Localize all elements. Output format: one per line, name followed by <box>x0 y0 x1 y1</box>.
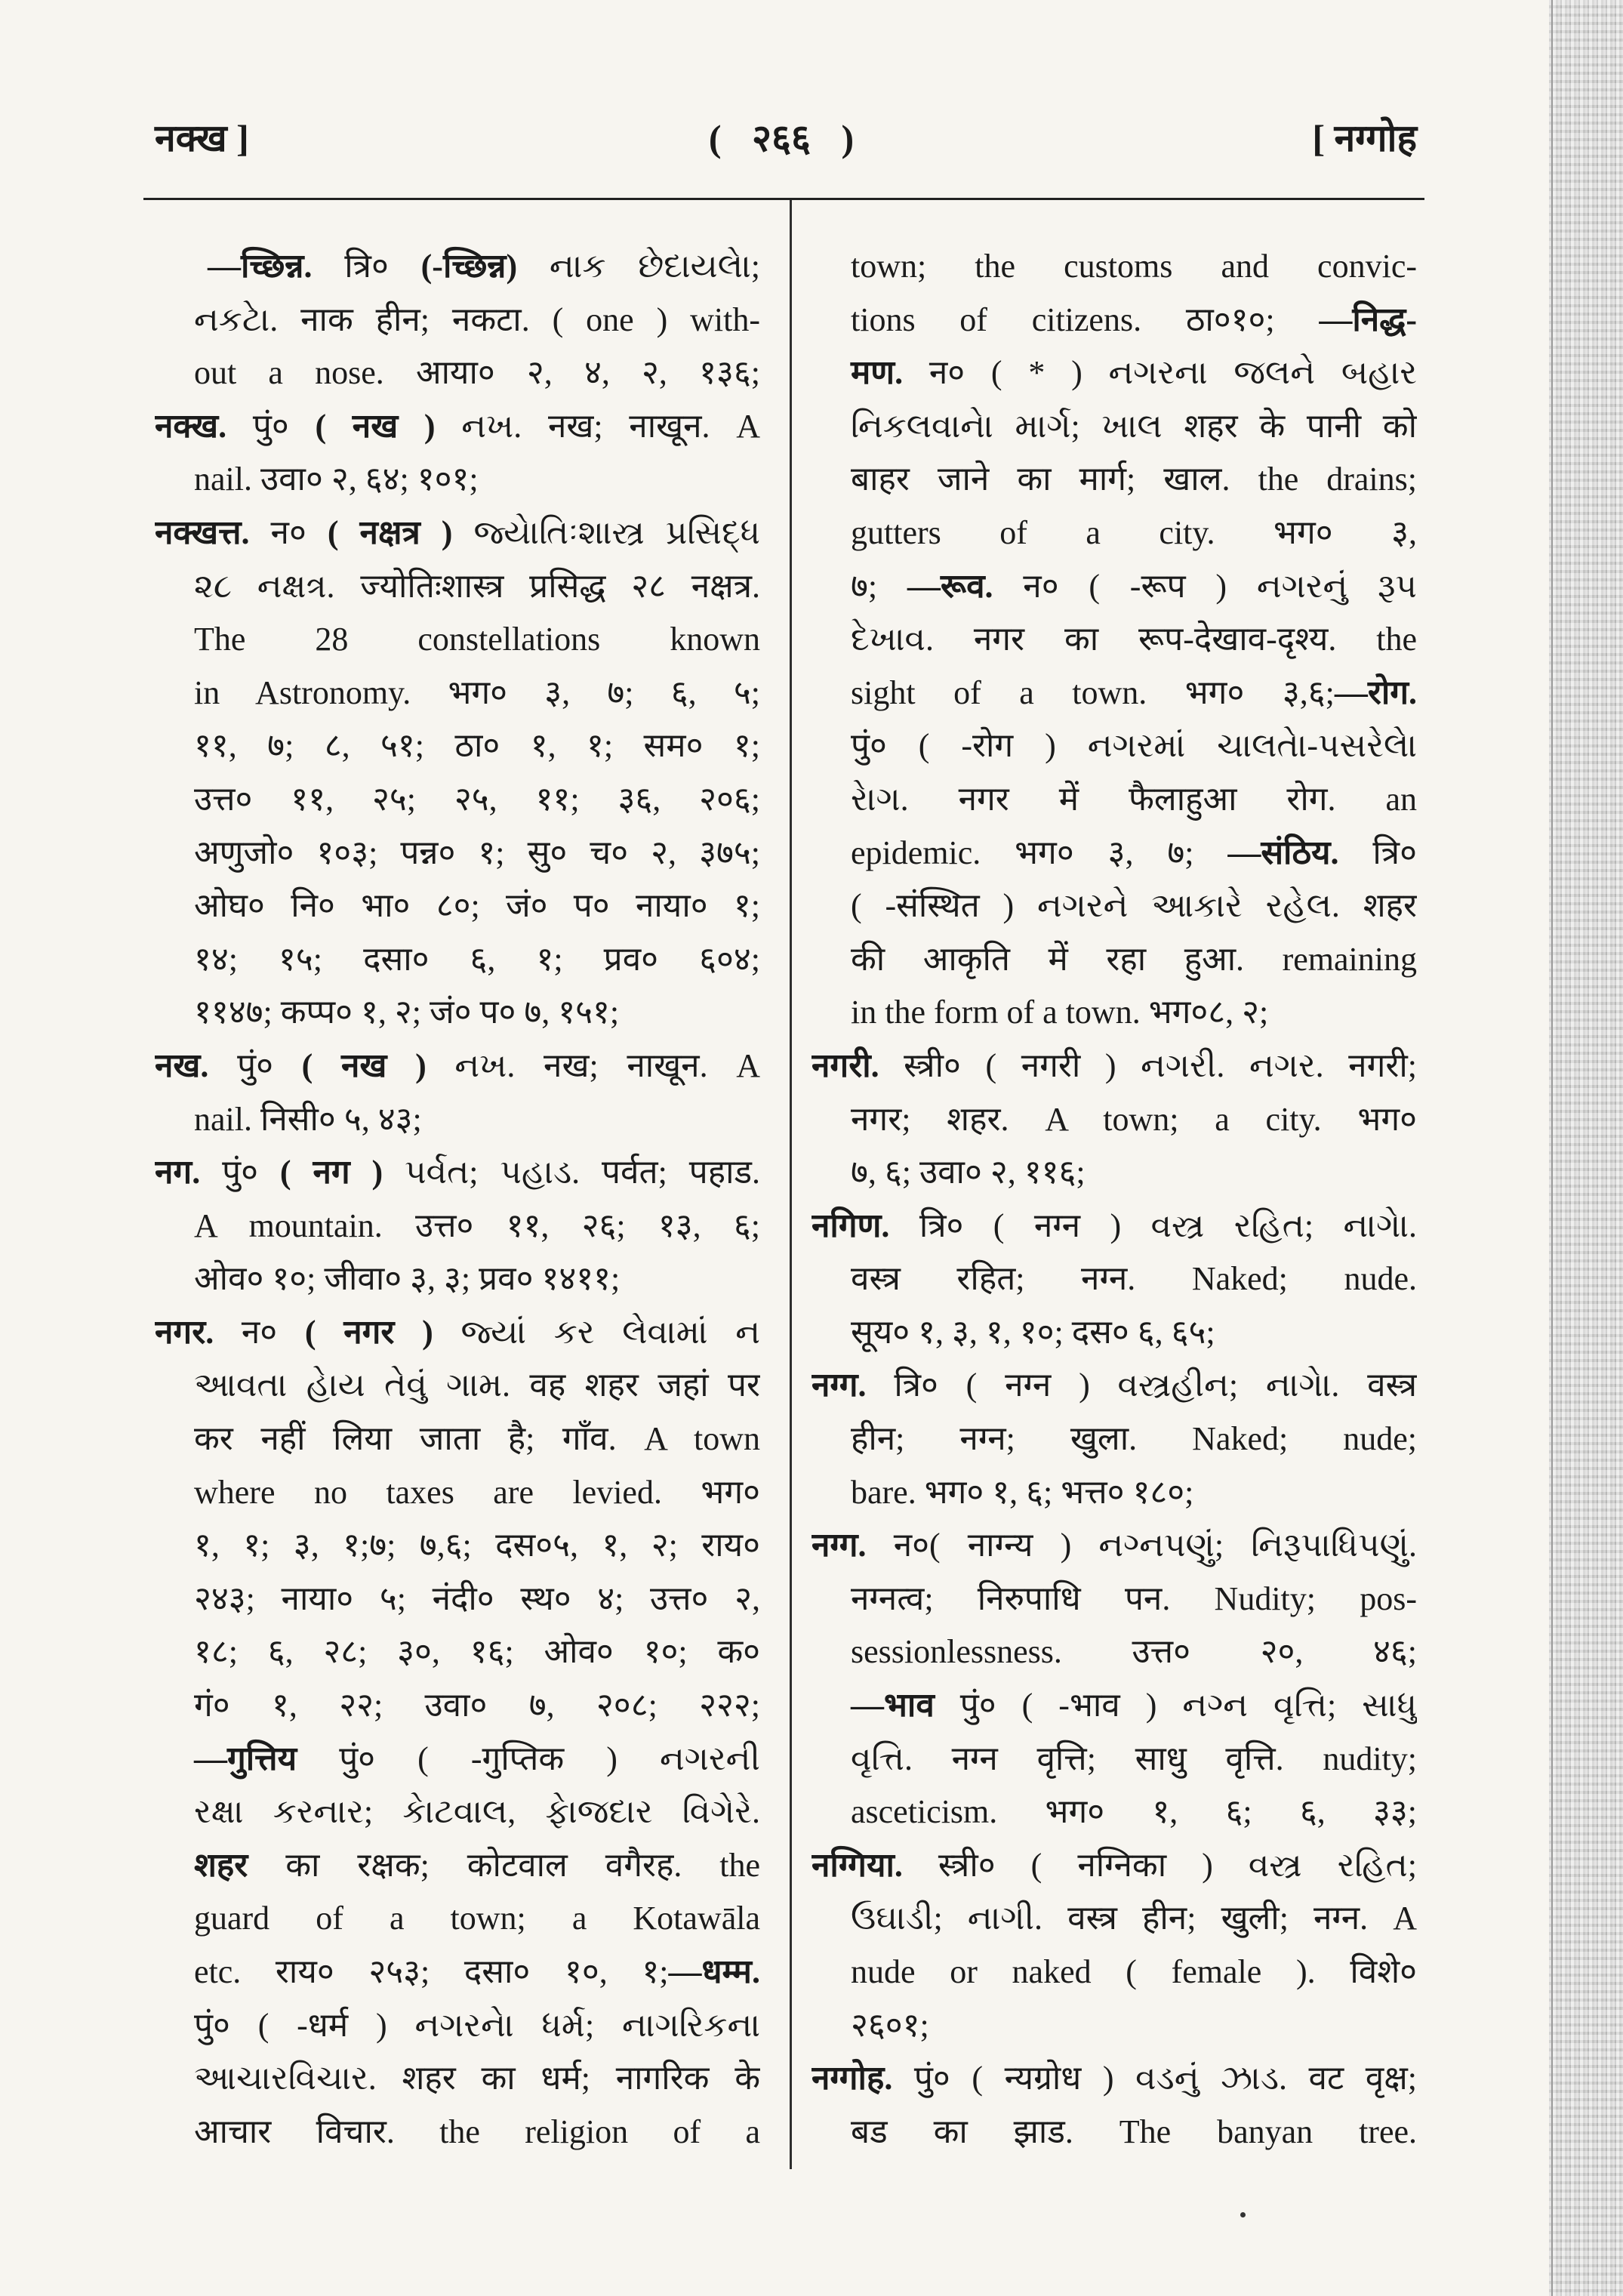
headword: नख. <box>155 1046 209 1084</box>
entry-text: १४; १५; दसा० ६, १; प्रव० ६०४; <box>194 940 760 978</box>
dictionary-line <box>155 1786 760 1839</box>
dictionary-line <box>812 1093 1417 1147</box>
headword: नग्गोह. <box>812 2060 893 2097</box>
entry-text: in the form of a town. भग०८, २; <box>851 994 1269 1031</box>
entry-text: town; the customs and convic- <box>851 248 1417 285</box>
entry-text: etc. राय० २५३; दसा० १०, १; <box>194 1953 669 1990</box>
entry-text: epidemic. भग० ३, ७; <box>851 834 1228 871</box>
headword: मण. <box>851 354 904 392</box>
dictionary-line <box>155 667 760 720</box>
dictionary-line <box>812 1573 1417 1626</box>
dictionary-line <box>812 1786 1417 1839</box>
entry-text: पुं० ( न्यग्रोध ) વડનું ઝાડ. वट वृक्ष; <box>892 2060 1417 2097</box>
dictionary-line <box>155 933 760 987</box>
column-divider <box>790 200 792 2169</box>
dictionary-line <box>812 400 1417 454</box>
headword: नग्ग. <box>812 1527 867 1564</box>
entry-text: नगर; शहर. A town; a city. भग० <box>851 1100 1417 1138</box>
headword: —निद्ध- <box>1319 300 1417 338</box>
dictionary-line <box>812 1253 1417 1306</box>
entry-text: नग्नत्व; निरुपाधि पन. Nudity; pos- <box>851 1579 1417 1617</box>
dictionary-line <box>812 347 1417 400</box>
dictionary-line <box>155 507 760 560</box>
dictionary-line <box>155 1253 760 1306</box>
dictionary-line <box>155 1679 760 1733</box>
dictionary-line <box>812 1999 1417 2053</box>
dictionary-line <box>812 1413 1417 1466</box>
entry-text: નાક છેદાયલેા; <box>517 248 760 285</box>
entry-text: દેખાવ. नगर का रूप-देखाव-दृश्य. the <box>851 621 1417 658</box>
entry-text: पुं० ( -धर्म ) નગરનેા ધર્મ; નાગરિકના <box>194 2006 760 2044</box>
dictionary-line <box>155 827 760 880</box>
entry-text: sight of a town. भग० ३,६; <box>851 673 1335 711</box>
headword: ( नगर ) <box>304 1313 433 1351</box>
entry-text: નખ. नख; नाखून. A <box>426 1046 760 1084</box>
entry-text: बाहर जाने का मार्ग; खाल. the drains; <box>851 461 1417 498</box>
entry-text: पुं० <box>200 1154 280 1191</box>
dictionary-line <box>155 1359 760 1413</box>
entry-text: રક્ષા કરનાર; કેાટવાલ, ફેાજદાર વિગેરે. <box>194 1793 760 1831</box>
dictionary-line <box>155 986 760 1040</box>
dictionary-line <box>155 347 760 400</box>
entry-text: पुं० ( -रोग ) નગરમાં ચાલતેા-પસરેલેા <box>851 727 1417 765</box>
dictionary-line <box>812 1839 1417 1893</box>
dictionary-line <box>812 1679 1417 1733</box>
dictionary-line <box>812 240 1417 294</box>
entry-text: वस्त्र रहित; नग्न. Naked; nude. <box>851 1260 1417 1298</box>
entry-text: ओव० १०; जीवा० ३, ३; प्रव० १४११; <box>194 1260 621 1298</box>
dictionary-line <box>812 560 1417 614</box>
dictionary-line <box>155 453 760 507</box>
entry-text: गं० १, २२; उवा० ७, २०८; २२२; <box>194 1687 760 1724</box>
entry-text: in Astronomy. भग० ३, ७; ६, ५; <box>194 673 760 711</box>
entry-text: स्त्री० ( नगरी ) નગરી. નગર. नगरी; <box>879 1046 1417 1084</box>
headword: —संठिय. <box>1227 834 1339 871</box>
entry-text: A mountain. उत्त० ११, २६; १३, ६; <box>194 1207 760 1244</box>
entry-text: The 28 constellations known <box>194 621 760 658</box>
entry-text: આચારવિચાર. शहर का धर्म; नागरिक के <box>194 2060 760 2097</box>
headword: —रूव. <box>907 567 993 605</box>
dictionary-line <box>812 1040 1417 1093</box>
dictionary-line <box>812 613 1417 667</box>
entry-text: bare. भग० १, ६; भत्त० १८०; <box>851 1473 1194 1511</box>
entry-text: રેાગ. नगर में फैलाहुआ रोग. an <box>851 780 1417 818</box>
dictionary-line <box>812 827 1417 880</box>
headword: (-च्छिन्न) <box>420 248 518 285</box>
entry-text: જ્યાં કર લેવામાં ન <box>433 1313 760 1351</box>
dictionary-line <box>812 667 1417 720</box>
entry-text: ११, ७; ८, ५१; ठा० १, १; सम० १; <box>194 727 760 765</box>
entry-text: स्त्री० ( नग्निका ) વસ્ત્ર રહિત; <box>902 1846 1417 1884</box>
headword: नक्खत्त. <box>155 513 250 551</box>
headword: नक्ख. <box>155 407 227 445</box>
entry-text: where no taxes are levied. भग० <box>194 1473 760 1511</box>
headword: —धम्म. <box>668 1953 760 1990</box>
dictionary-line <box>155 1093 760 1147</box>
entry-text: પર્વત; પહાડ. पर्वत; पहाड. <box>383 1154 760 1191</box>
entry-text: guard of a town; a Kotawāla <box>194 1900 760 1937</box>
dictionary-line <box>155 1946 760 1999</box>
entry-text: નખ. नख; नाखून. A <box>435 407 760 445</box>
entry-text: ओघ० नि० भा० ८०; जं० प० नाया० १; <box>194 887 760 925</box>
entry-text: अणुजो० १०३; पन्न० १; सु० च० २, ३७५; <box>194 834 760 871</box>
dictionary-line <box>812 986 1417 1040</box>
entry-text: त्रि० <box>1338 834 1417 871</box>
headword: नग्ग. <box>812 1367 867 1404</box>
headword: —रोग. <box>1334 673 1417 711</box>
headword: ( नक्षत्र ) <box>327 513 453 551</box>
dictionary-line <box>155 1413 760 1466</box>
dictionary-line <box>812 1733 1417 1786</box>
entry-text: बड का झाड. The banyan tree. <box>851 2113 1417 2150</box>
entry-text: asceticism. भग० १, ६; ६, ३३; <box>851 1793 1417 1831</box>
headword: नगरी. <box>812 1046 879 1084</box>
entry-text: २४३; नाया० ५; नंदी० स्थ० ४; उत्त० २, <box>194 1579 760 1617</box>
dictionary-line <box>812 1626 1417 1679</box>
headword: नग. <box>155 1154 201 1191</box>
entry-text: ( -संस्थित ) નગરને આકારે રહેલ. शहर <box>851 887 1417 925</box>
dictionary-line <box>812 2106 1417 2159</box>
entry-text: out a nose. आया० २, ४, २, १३६; <box>194 354 760 392</box>
dictionary-line <box>155 1626 760 1679</box>
entry-text: ७, ६; उवा० २, ११६; <box>851 1154 1086 1191</box>
entry-text: nude or naked ( female ). विशे० <box>851 1953 1417 1990</box>
dictionary-line <box>155 720 760 773</box>
entry-text: ઉઘાડી; નાગી. वस्त्र हीन; खुली; नग्न. A <box>851 1900 1417 1937</box>
entry-text: हीन; नग्न; खुला. Naked; nude; <box>851 1420 1417 1458</box>
entry-text: gutters of a city. भग० ३, <box>851 513 1417 551</box>
entry-text: ७; <box>851 567 907 605</box>
running-head-last-word: [ नग्गोह <box>1312 117 1417 159</box>
dictionary-line <box>155 1999 760 2053</box>
entry-text: આવતા હેાય તેવું ગામ. वह शहर जहां पर <box>194 1367 760 1404</box>
scan-edge <box>1549 0 1623 2296</box>
dictionary-line <box>812 1892 1417 1946</box>
entry-text: पुं० ( -गुप्तिक ) નગરની <box>297 1740 760 1777</box>
right-column <box>812 240 1417 2159</box>
dictionary-line <box>812 507 1417 560</box>
dictionary-line <box>812 1146 1417 1200</box>
headword: नग्गिया. <box>812 1846 903 1884</box>
ink-speck <box>1240 2212 1246 2217</box>
entry-text: १८; ६, २८; ३०, १६; ओव० १०; क० <box>194 1633 760 1671</box>
page-number: ( २६६ ) <box>708 117 855 159</box>
headword: ( नग ) <box>279 1154 383 1191</box>
dictionary-line <box>812 1306 1417 1360</box>
entry-text: નકટેા. नाक हीन; नकटा. ( one ) with- <box>194 300 760 338</box>
entry-text: त्रि० ( नग्न ) વસ્ત્ર રહિત; નાગેા. <box>889 1207 1417 1244</box>
entry-text: त्रि० <box>312 248 421 285</box>
dictionary-line <box>812 720 1417 773</box>
dictionary-line <box>812 1359 1417 1413</box>
entry-text: nail. निसी० ५, ४३; <box>194 1100 422 1138</box>
entry-text: पुं० ( -भाव ) નગ્ન વૃત્તિ; સાધુ <box>934 1687 1417 1724</box>
entry-text: सूय० १, ३, १, १०; दस० ६, ६५; <box>851 1313 1215 1351</box>
dictionary-line <box>155 613 760 667</box>
entry-text: न० <box>214 1313 305 1351</box>
dictionary-line <box>812 2052 1417 2106</box>
dictionary-line <box>155 1573 760 1626</box>
dictionary-line <box>155 1306 760 1360</box>
headword: शहर <box>194 1846 248 1884</box>
dictionary-line <box>155 1839 760 1893</box>
entry-text: न०( नाग्न्य ) નગ્નપણું; નિરૂપાધિપણું. <box>866 1527 1417 1564</box>
headword: —भाव <box>851 1687 935 1724</box>
entry-text: १, १; ३, १;७; ७,६; दस०५, १, २; राय० <box>194 1527 760 1564</box>
running-head-first-word: नक्ख ] <box>155 117 249 159</box>
headword: —च्छिन्न. <box>208 248 313 285</box>
entry-text: आचार विचार. the religion of a <box>194 2113 760 2150</box>
headword: ( नख ) <box>301 1046 427 1084</box>
entry-text: पुं० <box>226 407 316 445</box>
entry-text: tions of citizens. ठा०१०; <box>851 300 1320 338</box>
dictionary-line <box>155 560 760 614</box>
left-column <box>155 240 760 2159</box>
dictionary-line <box>155 773 760 827</box>
scan-edge-border <box>1551 0 1553 2296</box>
dictionary-line <box>812 1946 1417 1999</box>
entry-text: पुं० <box>208 1046 302 1084</box>
headword: ( नख ) <box>315 407 436 445</box>
dictionary-line <box>155 294 760 347</box>
dictionary-line <box>812 294 1417 347</box>
entry-text: sessionlessness. उत्त० २०, ४६; <box>851 1633 1417 1671</box>
entry-text: का रक्षक; कोटवाल वगैरह. the <box>248 1846 760 1884</box>
dictionary-line <box>155 1892 760 1946</box>
dictionary-line <box>155 1040 760 1093</box>
entry-text: न० ( * ) નગરના જલને બહાર <box>903 354 1417 392</box>
dictionary-line <box>155 1466 760 1520</box>
dictionary-line <box>155 1146 760 1200</box>
dictionary-line <box>155 2052 760 2106</box>
entry-text: उत्त० ११, २५; २५, ११; ३६, २०६; <box>194 780 760 818</box>
dictionary-line <box>812 880 1417 933</box>
headword: —गुत्तिय <box>194 1740 297 1777</box>
dictionary-line <box>812 1466 1417 1520</box>
dictionary-line <box>155 2106 760 2159</box>
dictionary-line <box>812 1200 1417 1253</box>
entry-text: २६०१; <box>851 2006 929 2044</box>
entry-text: વૃત્તિ. नग्न वृत्ति; साधु वृत्ति. nudity; <box>851 1740 1417 1777</box>
entry-text: त्रि० ( नग्न ) વસ્ત્રહીન; નાગેા. वस्त्र <box>866 1367 1417 1404</box>
entry-text: न० ( -रूप ) નગરનું રૂપ <box>993 567 1417 605</box>
entry-text: न० <box>249 513 328 551</box>
dictionary-line <box>812 453 1417 507</box>
headword: नगिण. <box>812 1207 890 1244</box>
dictionary-line <box>155 1200 760 1253</box>
entry-text: ११४७; कप्प० १, २; जं० प० ७, १५१; <box>194 994 620 1031</box>
dictionary-line <box>812 773 1417 827</box>
dictionary-line <box>155 240 760 294</box>
header-rule <box>143 198 1424 200</box>
dictionary-line <box>155 1733 760 1786</box>
headword: नगर. <box>155 1313 214 1351</box>
dictionary-line <box>155 400 760 454</box>
entry-text: નિકલવાનેા માર્ગ; ખાલ शहर के पानी को <box>851 407 1417 445</box>
dictionary-line <box>812 1519 1417 1573</box>
entry-text: कर नहीं लिया जाता है; गाँव. A town <box>194 1420 760 1458</box>
entry-text: nail. उवा० २, ६४; १०१; <box>194 461 479 498</box>
entry-text: की आकृति में रहा हुआ. remaining <box>851 940 1417 978</box>
entry-text: ૨૮ નક્ષત્ર. ज्योतिःशास्त्र प्रसिद्ध २८ नक्षत्र. <box>194 567 760 605</box>
dictionary-line <box>155 880 760 933</box>
dictionary-line <box>812 933 1417 987</box>
entry-text: જ્યેાતિઃશાસ્ત્ર પ્રસિદ્ધ <box>452 513 760 551</box>
dictionary-line <box>155 1519 760 1573</box>
